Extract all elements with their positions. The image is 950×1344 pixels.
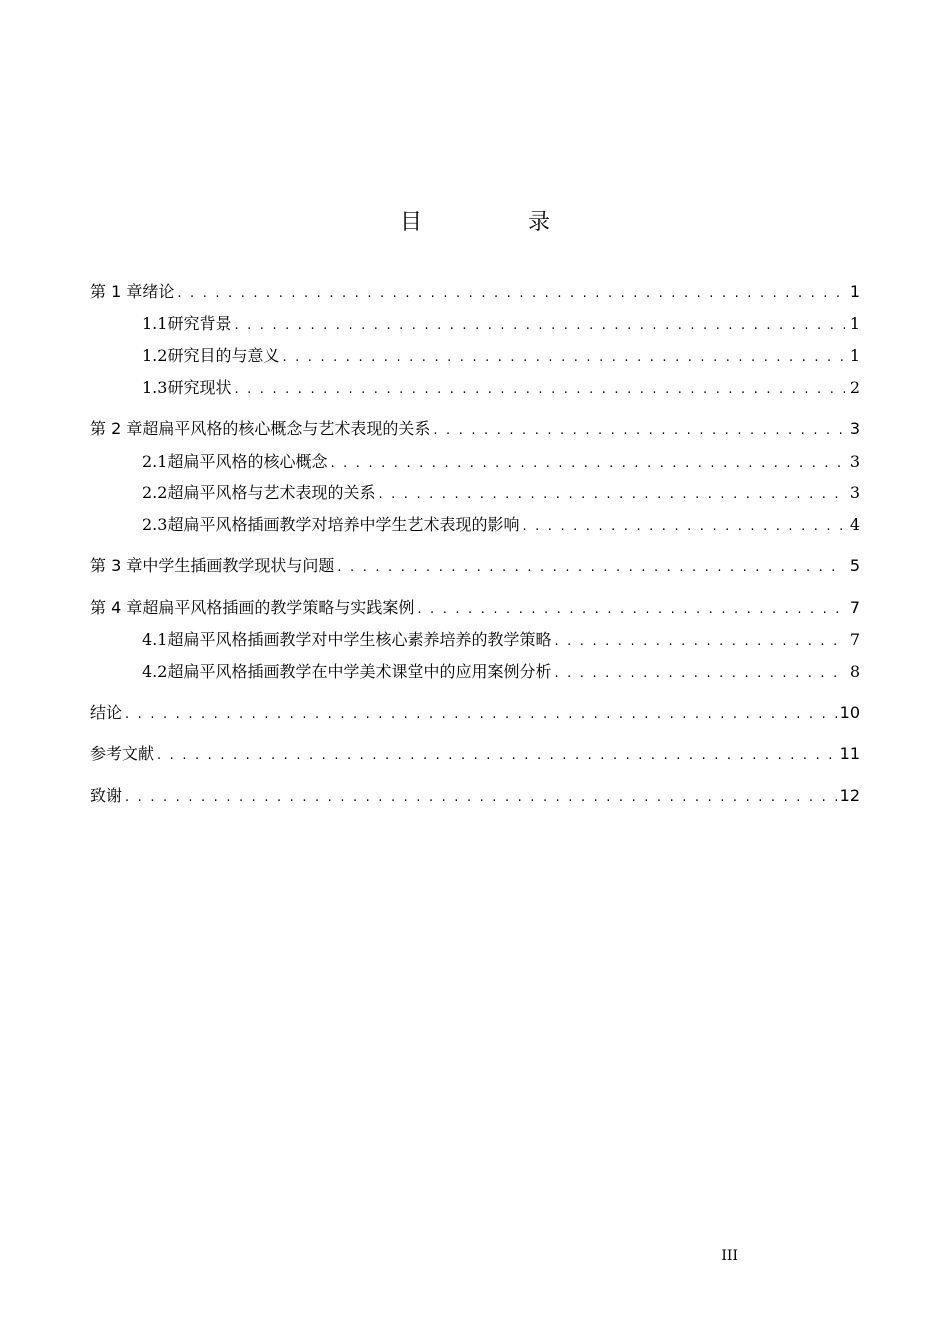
page-number: 2 xyxy=(849,378,860,397)
page-number: 1 xyxy=(849,346,860,365)
footer-page-number: III xyxy=(721,1248,738,1264)
page-number: 4 xyxy=(849,515,860,534)
chapter-number: 第 2 章 xyxy=(90,419,143,438)
toc-entry-section-1-2[interactable] xyxy=(90,343,860,367)
toc-entry-section-2-2[interactable] xyxy=(90,480,860,504)
dot-leader xyxy=(378,487,845,502)
dot-leader xyxy=(522,519,845,534)
page-number: 3 xyxy=(849,483,860,502)
page-number: 3 xyxy=(849,419,860,438)
section-number: 1.2 xyxy=(142,346,168,365)
section-number: 2.1 xyxy=(142,452,168,471)
page-number: 7 xyxy=(849,630,860,649)
dot-leader xyxy=(282,350,845,365)
dot-leader xyxy=(234,382,845,397)
page-number: 1 xyxy=(849,282,860,301)
section-number: 1.3 xyxy=(142,378,168,397)
section-number: 4.1 xyxy=(142,630,168,649)
chapter-number: 第 3 章 xyxy=(90,556,143,575)
toc-entry-chapter-2[interactable] xyxy=(90,416,860,440)
page-number: 7 xyxy=(849,598,860,617)
toc-entry-section-1-1[interactable] xyxy=(90,311,860,335)
dot-leader xyxy=(337,560,845,575)
entry-title: 超扁平风格插画的教学策略与实践案例 xyxy=(142,598,415,617)
chapter-number: 第 4 章 xyxy=(90,598,143,617)
dot-leader xyxy=(157,748,837,763)
toc-entry-chapter-1[interactable] xyxy=(90,279,860,303)
toc-entry-section-4-1[interactable] xyxy=(90,627,860,651)
dot-leader xyxy=(125,707,837,722)
entry-title: 致谢 xyxy=(90,786,123,805)
toc-entry-section-4-2[interactable] xyxy=(90,659,860,683)
dot-leader xyxy=(177,286,845,301)
toc-entry-chapter-4[interactable] xyxy=(90,595,860,619)
toc-entry-conclusion[interactable] xyxy=(90,700,860,724)
toc-entry-section-2-3[interactable] xyxy=(90,512,860,536)
page-number: 8 xyxy=(849,662,860,681)
entry-title: 研究背景 xyxy=(167,314,232,333)
page-number: 1 xyxy=(849,314,860,333)
page-number: 10 xyxy=(839,703,860,722)
entry-title: 超扁平风格与艺术表现的关系 xyxy=(167,483,376,502)
section-number: 2.2 xyxy=(142,483,168,502)
entry-title: 绪论 xyxy=(142,282,175,301)
section-number: 1.1 xyxy=(142,314,168,333)
section-number: 2.3 xyxy=(142,515,168,534)
dot-leader xyxy=(125,790,837,805)
page-number: 5 xyxy=(849,556,860,575)
dot-leader xyxy=(554,634,845,649)
entry-title: 超扁平风格插画教学在中学美术课堂中的应用案例分析 xyxy=(167,662,552,681)
chapter-number: 第 1 章 xyxy=(90,282,143,301)
toc-entry-references[interactable] xyxy=(90,741,860,765)
section-number: 4.2 xyxy=(142,662,168,681)
toc-entry-section-2-1[interactable] xyxy=(90,449,860,473)
page-number: 11 xyxy=(839,744,860,763)
entry-title: 超扁平风格插画教学对培养中学生艺术表现的影响 xyxy=(167,515,520,534)
entry-title: 结论 xyxy=(90,703,123,722)
entry-title: 研究目的与意义 xyxy=(167,346,280,365)
entry-title: 中学生插画教学现状与问题 xyxy=(142,556,335,575)
dot-leader xyxy=(554,666,845,681)
page-number: 3 xyxy=(849,452,860,471)
toc-entry-section-1-3[interactable] xyxy=(90,375,860,399)
dot-leader xyxy=(433,423,845,438)
toc-title: 目 录 xyxy=(399,210,592,235)
toc-entry-acknowledgements[interactable] xyxy=(90,783,860,807)
dot-leader xyxy=(330,456,845,471)
dot-leader xyxy=(234,318,845,333)
page-number: 12 xyxy=(839,786,860,805)
entry-title: 超扁平风格的核心概念与艺术表现的关系 xyxy=(142,419,431,438)
dot-leader xyxy=(417,602,845,617)
entry-title: 研究现状 xyxy=(167,378,232,397)
entry-title: 参考文献 xyxy=(90,744,155,763)
toc-entry-chapter-3[interactable] xyxy=(90,553,860,577)
entry-title: 超扁平风格的核心概念 xyxy=(167,452,328,471)
entry-title: 超扁平风格插画教学对中学生核心素养培养的教学策略 xyxy=(167,630,552,649)
